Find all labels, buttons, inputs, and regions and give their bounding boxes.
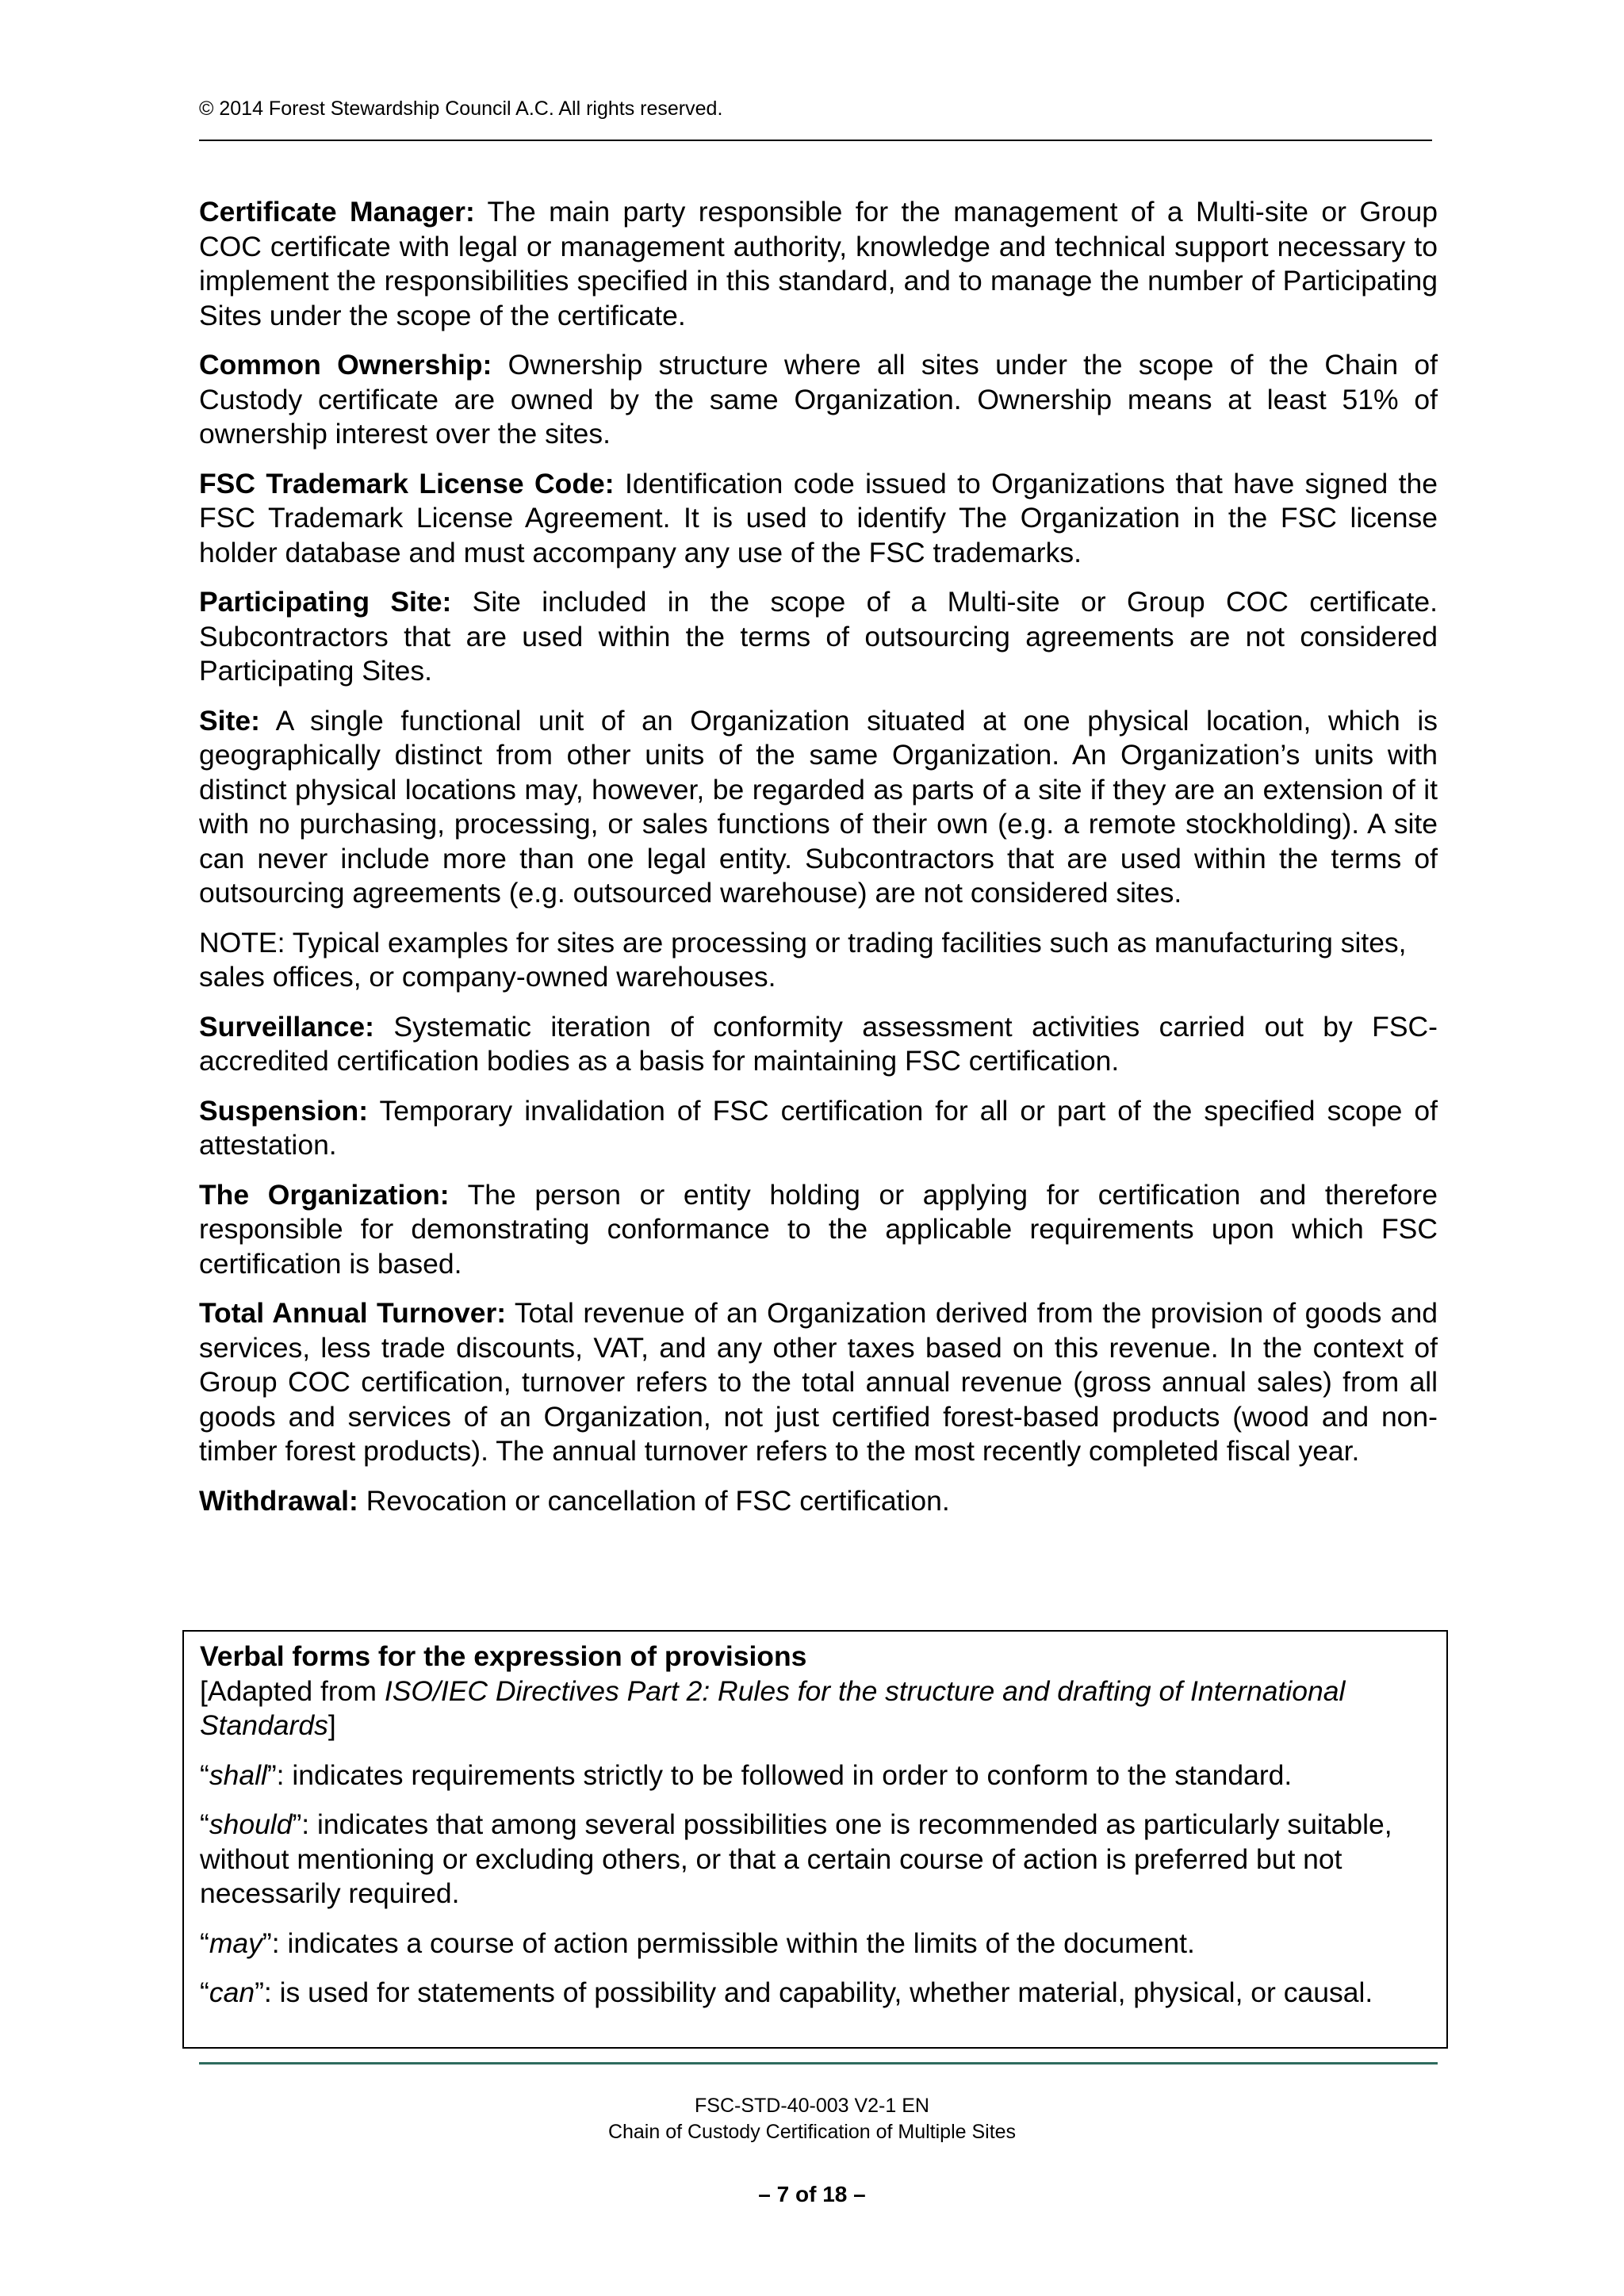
verbal-form-description: ”: indicates requirements strictly to be followed in order to conform to the standard. bbox=[266, 1758, 1293, 1791]
verbal-form-word: shall bbox=[209, 1758, 267, 1791]
definition-the-organization bbox=[199, 1178, 1438, 1282]
footer-document-title: Chain of Custody Certification of Multiple Sites bbox=[607, 2121, 1017, 2143]
footer-document-code: FSC-STD-40-003 V2-1 EN bbox=[695, 2095, 929, 2117]
definitions-section bbox=[199, 195, 1438, 1533]
verbal-form-description: ”: indicates that among several possibilities one is recommended as particularly suitable, without mentioning or excluding others, or that a certain course of action is preferred but not necessarily required. bbox=[200, 1808, 1392, 1909]
page-number: – 7 of 18 – bbox=[758, 2182, 866, 2206]
definition-term: The Organization: bbox=[199, 1178, 450, 1211]
open-quote: “ bbox=[200, 1758, 209, 1791]
definition-term: Total Annual Turnover: bbox=[199, 1297, 507, 1329]
definition-term: Certificate Manager: bbox=[199, 196, 475, 228]
definition-text: Total revenue of an Organization derived from the provision of goods and services, less trade discounts, VAT, and any other taxes based on this revenue. In the context of Group COC certification, turnover refers to the total annual revenue (gross annual sales) from all goods and services of an Organization, not just certified forest-based products (wood and non-timber forest products). The annual turnover refers to the most recently completed fiscal year. bbox=[199, 1297, 1438, 1467]
verbal-form-shall bbox=[200, 1758, 1431, 1793]
definition-site bbox=[199, 704, 1438, 911]
verbal-form-may bbox=[200, 1927, 1431, 1961]
definition-text: Systematic iteration of conformity assessment activities carried out by FSC-accredited certification bodies as a basis for maintaining FSC certification. bbox=[199, 1010, 1438, 1077]
definition-text: Identification code issued to Organizations that have signed the FSC Trademark License Agreement. It is used to identify The Organization in the FSC license holder database and must accompany any use of the FSC trademarks. bbox=[199, 467, 1438, 568]
definition-suspension bbox=[199, 1094, 1438, 1163]
definition-text: Temporary invalidation of FSC certification for all or part of the specified scope of attestation. bbox=[199, 1094, 1438, 1161]
verbal-form-word: should bbox=[209, 1808, 293, 1840]
definition-term: Site: bbox=[199, 704, 260, 737]
verbal-form-word: can bbox=[209, 1976, 255, 2008]
open-quote: “ bbox=[200, 1927, 209, 1959]
verbal-form-description: ”: indicates a course of action permissible within the limits of the document. bbox=[262, 1927, 1195, 1959]
definition-withdrawal bbox=[199, 1484, 1438, 1519]
definition-participating-site bbox=[199, 585, 1438, 689]
verbal-forms-source bbox=[200, 1674, 1431, 1743]
definition-term: Participating Site: bbox=[199, 586, 452, 618]
verbal-forms-box bbox=[182, 1630, 1448, 2049]
footer-divider bbox=[199, 2062, 1438, 2064]
definition-text: The main party responsible for the management of a Multi-site or Group COC certificate with legal or management authority, knowledge and technical support necessary to implement the responsibilities specified in this standard, and to manage the number of Participating Sites under the scope of the certificate. bbox=[199, 196, 1438, 331]
copyright-header: © 2014 Forest Stewardship Council A.C. All rights reserved. bbox=[199, 98, 723, 120]
definition-term: Common Ownership: bbox=[199, 349, 492, 381]
source-prefix: [Adapted from bbox=[200, 1674, 385, 1707]
header-divider bbox=[199, 140, 1432, 141]
open-quote: “ bbox=[200, 1808, 209, 1840]
verbal-form-word: may bbox=[209, 1927, 262, 1959]
definition-text: Revocation or cancellation of FSC certification. bbox=[358, 1484, 950, 1517]
verbal-forms-title: Verbal forms for the expression of provisions bbox=[200, 1640, 807, 1672]
verbal-form-description: ”: is used for statements of possibility and capability, whether material, physical, or causal. bbox=[255, 1976, 1373, 2008]
definition-certificate-manager bbox=[199, 195, 1438, 333]
definition-surveillance bbox=[199, 1010, 1438, 1079]
definition-term: Withdrawal: bbox=[199, 1484, 358, 1517]
definition-fsc-trademark-license-code bbox=[199, 467, 1438, 571]
definition-term: Surveillance: bbox=[199, 1010, 374, 1043]
definition-common-ownership bbox=[199, 348, 1438, 452]
definition-text: The person or entity holding or applying for certification and therefore responsible for demonstrating conformance to the applicable requirements upon which FSC certification is based. bbox=[199, 1178, 1438, 1280]
site-note: NOTE: Typical examples for sites are processing or trading facilities such as manufacturing sites, sales offices, or company-owned warehouses. bbox=[199, 926, 1407, 993]
definition-total-annual-turnover bbox=[199, 1296, 1438, 1469]
definition-text: Site included in the scope of a Multi-site or Group COC certificate. Subcontractors that are used within the terms of outsourcing agreements are not considered Participating Sites. bbox=[199, 586, 1438, 687]
definition-text: Ownership structure where all sites under the scope of the Chain of Custody certificate are owned by the same Organization. Ownership means at least 51% of ownership interest over the sites. bbox=[199, 349, 1438, 450]
verbal-form-can bbox=[200, 1976, 1431, 2011]
open-quote: “ bbox=[200, 1976, 209, 2008]
definition-text: A single functional unit of an Organization situated at one physical location, which is geographically distinct from other units of the same Organization. An Organization’s units with distinct physical locations may, however, be regarded as parts of a site if they are an extension of it with no purchasing, processing, or sales functions of their own (e.g. a remote stockholding). A site can never include more than one legal entity. Subcontractors that are used within the terms of outsourcing agreements (e.g. outsourced warehouse) are not considered sites. bbox=[199, 704, 1438, 909]
source-citation: ISO/IEC Directives Part 2: Rules for the structure and drafting of International Standards bbox=[200, 1674, 1346, 1741]
verbal-form-should bbox=[200, 1808, 1431, 1911]
source-suffix: ] bbox=[327, 1709, 336, 1741]
definition-term: FSC Trademark License Code: bbox=[199, 467, 615, 499]
definition-term: Suspension: bbox=[199, 1094, 369, 1127]
